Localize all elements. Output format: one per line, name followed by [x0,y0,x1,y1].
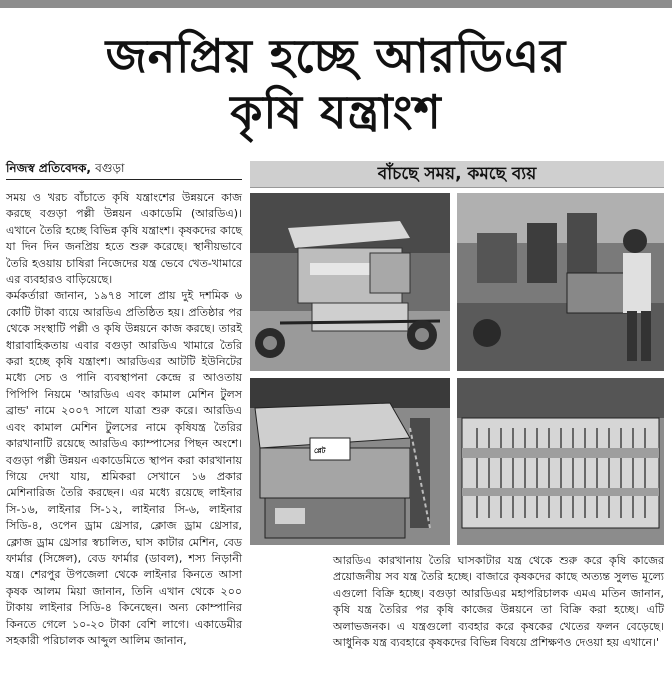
headline-line-1: জনপ্রিয় হচ্ছে আরডিএর [105,29,567,83]
photo-cutter-blades [457,378,664,545]
top-border-bar [0,0,672,8]
byline-divider [6,179,242,180]
byline-reporter: নিজস্ব প্রতিবেদক, [6,161,91,175]
headline [0,28,672,140]
photo-factory-worker [457,193,664,371]
article-body-bottom-column [333,553,664,651]
body-paragraph-2: কর্মকর্তারা জানান, ১৯৭৪ সালে প্রায় দুই দশমিক ৬ কোটি টাকা ব্যয়ে আরডিএ প্রতিষ্ঠিত হয়। প্রতিষ্ঠার পর থেকে সংস্থাটি পল্লী ও কৃষি উন্নয়নে কাজ করছে। তারই ধারাবাহিকতায় এবার বগুড়া আরডিএ খামারে তৈরি করা হচ্ছে কৃষি যন্ত্রাংশ। আরডিএর আটটি ইউনিটের মধ্যে সেচ ও পানি ব্যবস্থাপনা কেন্দ্রে র আওতায় পিপিপি নিয়মে 'আরডিএ এবং কামাল মেশিন টুলস ব্রান্ড' নামে ২০০৭ সালে যাত্রা শুরু করে। আরডিএ এবং কামাল মেশিন টুলসের নামে কৃষিযন্ত্র তৈরির কারখানাটি রয়েছে আরডিএ ক্যাম্পাসের পিছন অংশে। বগুড়া পল্লী উন্নয়ন একাডেমিতে স্থাপন করা কারখানায় গিয়ে দেখা যায়, শ্রমিকরা সেখানে ১৬ প্রকার মেশিনারিজ তৈরি করছেন। এর মধ্যে রয়েছে লাইনার সি-১৬, লাইনার সি-১২, লাইনার সি-৬, লাইনার সিডি-৪, ওপেন ড্রাম থ্রেসার, ক্লোজ ড্রাম থ্রেসার, ক্লোজ ড্রাম থ্রেসার স্বচালিত, ঘাস কাটার মেশিন, বেড ফার্মার (সিঙ্গেল), বেড ফার্মার (ডাবল), শস্য নিড়ানী যন্ত্র। শেরপুর উপজেলা থেকে লাইনার কিনতে আসা কৃষক আলম মিয়া জানান, তিনি এখান থেকে ২০০ টাকায় লাইনার সিডি-৪ কিনেছেন। অন্য কোম্পানির কিনতে গেলে ১০-২০ টাকা বেশি লাগে। একাডেমীর সহকারী পরিচালক আব্দুল আলিম জানান, [6,289,242,647]
photo-thresher-machine [250,193,450,371]
body-paragraph-3: আরডিএ কারখানায় তৈরি ঘাসকাটার যন্ত্র থেকে শুরু করে কৃষি কাজের প্রয়োজনীয় সব যন্ত্র তৈরি হচ্ছে। বাজারে কৃষকদের কাছে অত্যন্ত সুলভ মূল্যে এগুলো বিক্রি হচ্ছে। বগুড়া আরডিএর মহাপরিচালক এমএ মতিন জানান, কৃষি যন্ত্র তৈরির পর কৃষি কাজের উন্নয়নে তা বিক্রি করা হচ্ছে। এটি অলাভজনক। এ যন্ত্রগুলো ব্যবহার করে কৃষকের খেতের ফলন বেড়েছে। আধুনিক যন্ত্র ব্যবহারে কৃষকদের বিভিন্ন বিষয়ে প্রশিক্ষণও দেওয়া হয় এখানে।' [333,554,664,650]
headline-line-2: কৃষি যন্ত্রাংশ [230,85,442,139]
photo-caption: বাঁচছে সময়, কমছে ব্যয় [250,161,664,188]
article-body-left-column [6,190,242,649]
photo-grass-cutter-machine [250,378,450,545]
byline [6,160,125,180]
body-paragraph-1: সময় ও খরচ বাঁচাতে কৃষি যন্ত্রাংশের উন্নয়নে কাজ করছে বগুড়া পল্লী উন্নয়ন একাডেমি (আরডিএ)। এখানে তৈরি হচ্ছে বিভিন্ন কৃষি যন্ত্রাংশ। কৃষকদের কাছে যা দিন দিন জনপ্রিয় হতে শুরু করেছে। স্থানীয়ভাবে তৈরি হওয়ায় চাষিরা নিজেদের যন্ত্র ভেবে খেত-খামারে এর ব্যবহারও বাড়িয়েছে। [6,191,242,287]
photo3-plate-label: প্লেট [314,447,326,455]
byline-place: বগুড়া [95,161,125,175]
